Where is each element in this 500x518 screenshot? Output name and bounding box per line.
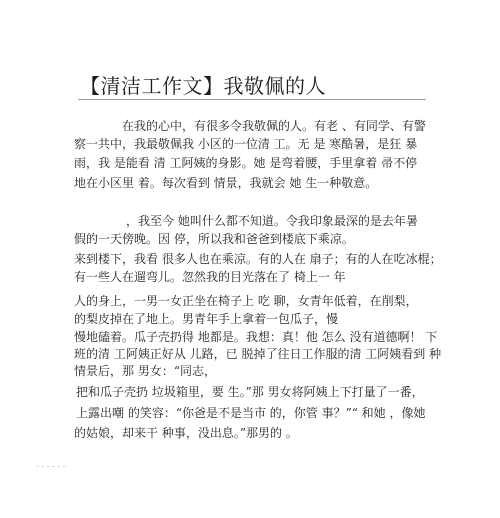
body-line: 上露出嘲 的笑容：“你爸是不是当市 的，你管 事？”“ 和她 ，像她 bbox=[76, 406, 426, 420]
body-line: 在我的心中，有很多令我敬佩的人。有老 、有同学、有警 bbox=[122, 119, 426, 133]
body-line: 地在小区里 着。每次看到 情景，我就会 她 生一种敬意。 bbox=[74, 176, 378, 190]
body-line: 班的清 工阿姨正好从 儿路，已 脱掉了往日工作服的清 工阿姨看到 种 bbox=[74, 347, 442, 361]
body-line: ，我至今 她叫什么都不知道。令我印象最深的是去年暑 bbox=[126, 214, 418, 228]
body-line: 雨，我 是能看 清 工阿姨的身影。她 是弯着腰，手里拿着 帚不停 bbox=[74, 156, 418, 170]
body-line: 情景后，那 男女：“同志， bbox=[74, 364, 216, 378]
body-line: 的姑娘，却来干 种事，没出息。”那男的 。 bbox=[74, 426, 298, 440]
title-divider bbox=[78, 99, 426, 100]
body-line: 察一共中，我最敬佩我 小区的一位清 工。无 是 寒酷暑，是狂 暴 bbox=[74, 137, 418, 151]
body-line: 把和瓜子壳扔 垃圾箱里，要 生。”那 男女将阿姨上下打量了一番， bbox=[76, 385, 424, 399]
body-line: 慢地磕着。瓜子壳扔得 地都是。我想：真！他 怎么 没有道德啊！ 下 bbox=[74, 330, 438, 344]
body-line: 来到楼下，我看 很多人也在乘凉。有的人在 扇子；有的人在吃冰棍； bbox=[74, 252, 442, 266]
body-line: 假的一天傍晚。因 停，所以我和爸爸到楼底下乘凉。 bbox=[74, 232, 354, 246]
footer-divider bbox=[36, 466, 66, 467]
document-title: 【清洁工作文】我敬佩的人 bbox=[80, 74, 326, 98]
body-line: 有一些人在遛弯儿。忽然我的目光落在了 椅上一 年 bbox=[74, 270, 346, 284]
body-line: 人的身上，一男一女正坐在椅子上 吃 聊，女青年低着，在削梨， bbox=[74, 294, 418, 308]
body-line: 的梨皮掉在了地上。男青年手上拿着一包瓜子，慢 bbox=[74, 312, 339, 326]
